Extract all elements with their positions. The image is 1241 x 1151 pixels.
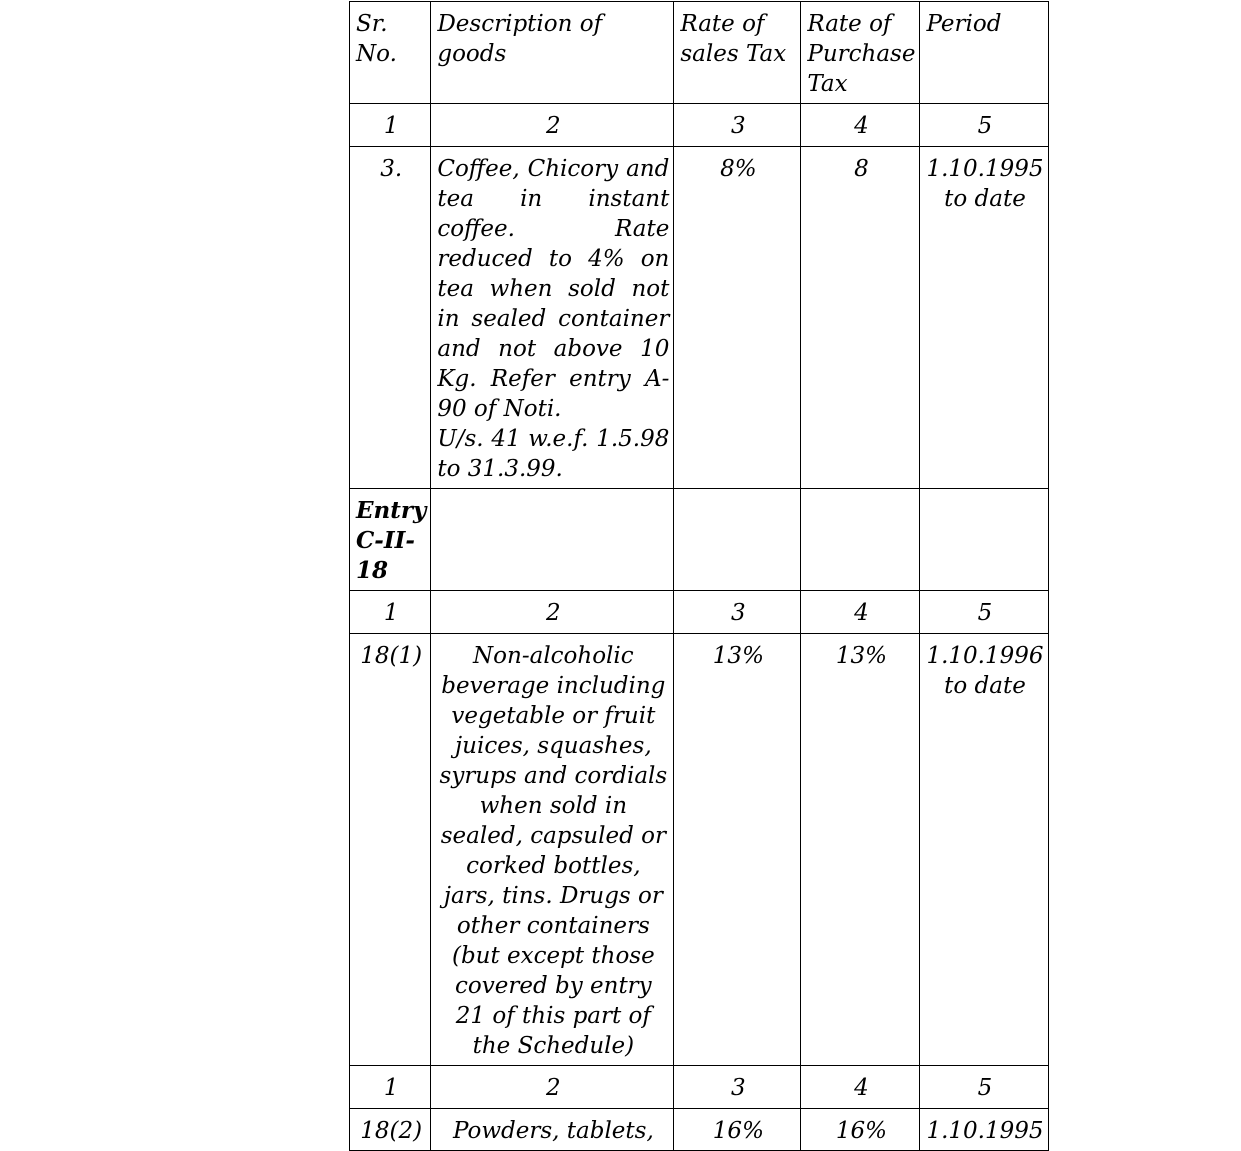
column-number: 5 [920, 1066, 1048, 1109]
empty-cell [801, 489, 920, 591]
description-text: Coffee, Chicory and tea in instant coffee. Rate reduced to 4% on tea when sold not in sealed container and not above 10 Kg. Refer entry A-90 of Noti. [437, 156, 670, 422]
column-number: 5 [920, 591, 1048, 634]
tax-schedule-table [349, 1, 1049, 1151]
column-number: 3 [674, 104, 801, 147]
table-row [350, 1109, 1049, 1151]
header-row [350, 2, 1049, 104]
period-cell: 1.10.1996 to date [920, 634, 1048, 1066]
column-number-row [350, 591, 1049, 634]
column-number-row [350, 1066, 1049, 1109]
description-cell [431, 147, 674, 489]
empty-cell [431, 489, 674, 591]
entry-heading-row [350, 489, 1049, 591]
empty-cell [674, 489, 801, 591]
description-cell: Powders, tablets, [431, 1109, 674, 1151]
purchase-tax-cell: 16% [801, 1109, 920, 1151]
sr-no-cell: 18(1) [350, 634, 431, 1066]
description-cell: Non-alcoholic beverage including vegetable or fruit juices, squashes, syrups and cordials when sold in sealed, capsuled or corked bottles, jars, tins. Drugs or other containers (but except those covered by entry 21 of this part of the Schedule) [431, 634, 674, 1066]
header-sales-tax: Rate of sales Tax [674, 2, 801, 104]
empty-cell [920, 489, 1048, 591]
sr-no-cell: 3. [350, 147, 431, 489]
header-purchase-tax: Rate of Purchase Tax [801, 2, 920, 104]
column-number: 1 [350, 1066, 431, 1109]
column-number: 1 [350, 591, 431, 634]
sr-no-cell: 18(2) [350, 1109, 431, 1151]
column-number-row [350, 104, 1049, 147]
column-number: 3 [674, 1066, 801, 1109]
period-cell: 1.10.1995 to date [920, 147, 1048, 489]
purchase-tax-cell: 8 [801, 147, 920, 489]
sales-tax-cell: 8% [674, 147, 801, 489]
table-row [350, 147, 1049, 489]
column-number: 1 [350, 104, 431, 147]
column-number: 2 [431, 591, 674, 634]
description-note: U/s. 41 w.e.f. 1.5.98 to 31.3.99. [437, 426, 670, 482]
table-row [350, 634, 1049, 1066]
period-cell: 1.10.1995 [920, 1109, 1048, 1151]
column-number: 3 [674, 591, 801, 634]
column-number: 5 [920, 104, 1048, 147]
column-number: 4 [801, 591, 920, 634]
entry-label: Entry C-II-18 [350, 489, 431, 591]
column-number: 2 [431, 104, 674, 147]
header-description: Description of goods [431, 2, 674, 104]
sales-tax-cell: 16% [674, 1109, 801, 1151]
purchase-tax-cell: 13% [801, 634, 920, 1066]
column-number: 4 [801, 104, 920, 147]
column-number: 2 [431, 1066, 674, 1109]
sales-tax-cell: 13% [674, 634, 801, 1066]
header-sr-no: Sr. No. [350, 2, 431, 104]
header-period: Period [920, 2, 1048, 104]
column-number: 4 [801, 1066, 920, 1109]
